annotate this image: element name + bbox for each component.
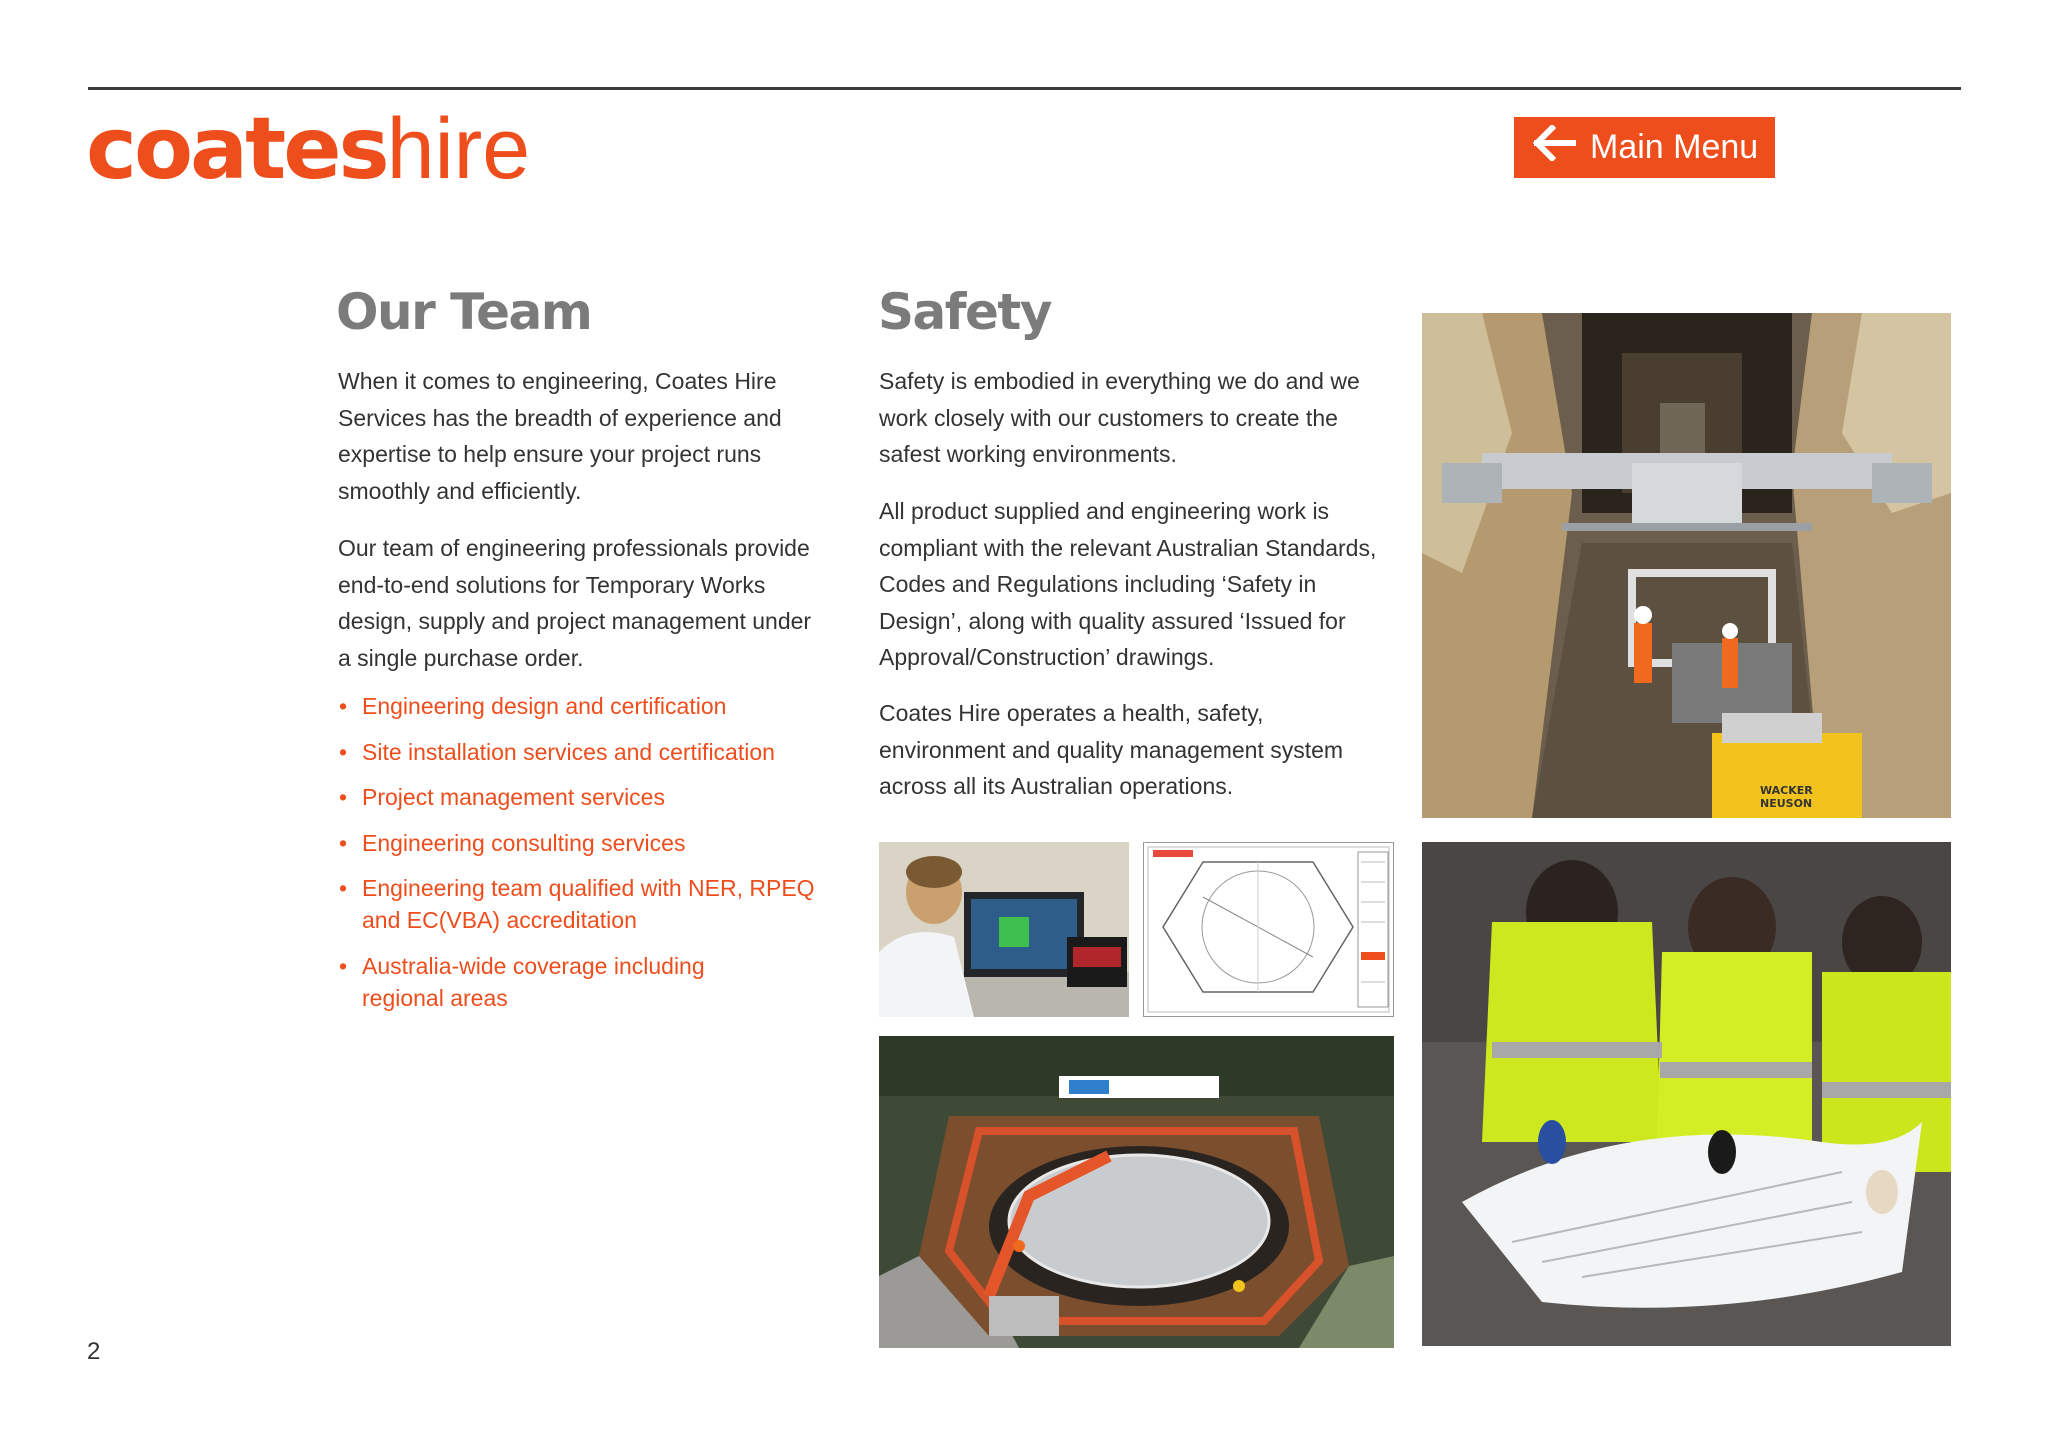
list-item: • Engineering consulting services bbox=[339, 829, 686, 856]
page-number: 2 bbox=[87, 1338, 101, 1365]
circular-shaft-aerial-photo bbox=[879, 1036, 1394, 1348]
safety-paragraph-1: Safety is embodied in everything we do and we work closely with our customers to create the safest working environments. bbox=[879, 368, 1360, 467]
services-list bbox=[336, 690, 826, 1027]
engineering-drawing-photo bbox=[1143, 842, 1394, 1017]
our-team-heading: Our Team bbox=[336, 283, 592, 341]
top-divider bbox=[88, 87, 1961, 90]
our-team-paragraph-2: Our team of engineering professionals provide end-to-end solutions for Temporary Works design, supply and project management under a single purchase order. bbox=[338, 535, 812, 671]
coates-hire-logo: coateshire bbox=[86, 99, 531, 199]
list-item: • Engineering team qualified with NER, RPEQ and EC(VBA) accreditation bbox=[339, 875, 815, 933]
list-item: • Site installation services and certification bbox=[339, 738, 775, 765]
safety-heading: Safety bbox=[878, 283, 1051, 341]
list-item: • Australia-wide coverage including regional areas bbox=[339, 952, 705, 1011]
main-menu-label: Main Menu bbox=[1590, 128, 1759, 166]
safety-paragraph-3: Coates Hire operates a health, safety, environment and quality management system across all its Australian operations. bbox=[879, 700, 1344, 799]
list-item: • Project management services bbox=[339, 784, 665, 810]
arrow-left-icon bbox=[1532, 125, 1590, 170]
safety-paragraph-2: All product supplied and engineering work is compliant with the relevant Australian Standards, Codes and Regulations including ‘Safety in Design’, along with quality assured ‘Issued for Approval/Construction’ drawings. bbox=[879, 498, 1377, 670]
engineers-reviewing-plans-photo bbox=[1422, 842, 1951, 1346]
engineer-at-computer-photo bbox=[879, 842, 1129, 1017]
list-item: • Engineering design and certification bbox=[339, 693, 727, 719]
svg-text:NEUSON: NEUSON bbox=[1760, 797, 1813, 810]
excavation-shoring-photo bbox=[1422, 313, 1951, 818]
our-team-paragraph-1: When it comes to engineering, Coates Hire Services has the breadth of experience and expertise to help ensure your project runs smoothly and efficiently. bbox=[338, 368, 782, 504]
svg-text:WACKER: WACKER bbox=[1760, 784, 1813, 797]
main-menu-button[interactable] bbox=[1514, 117, 1775, 178]
